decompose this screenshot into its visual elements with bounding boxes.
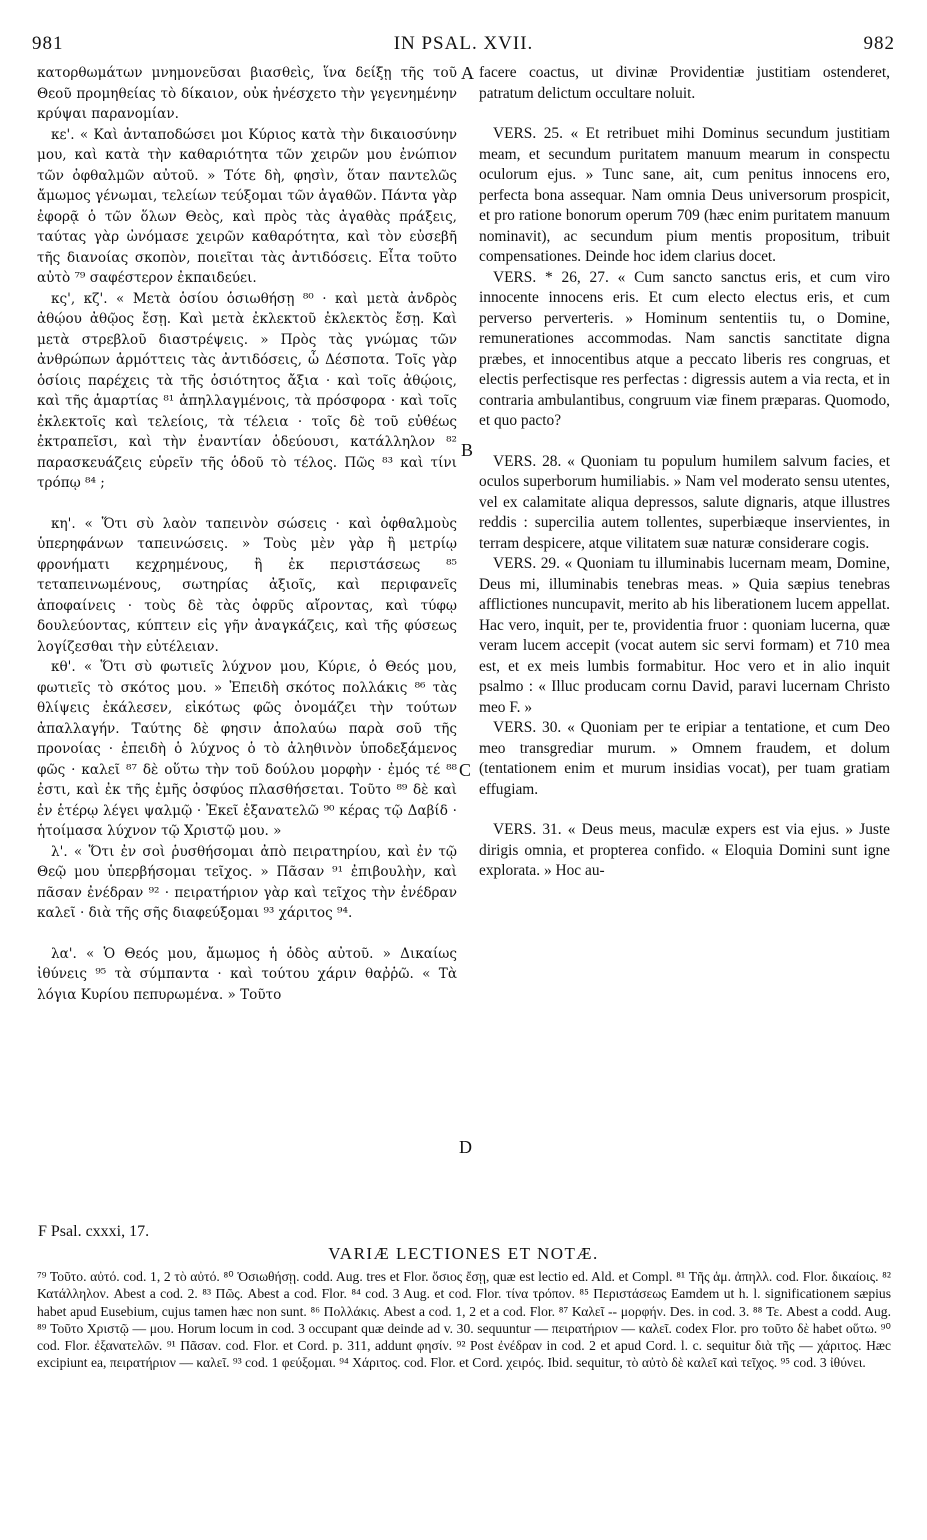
- notes-heading: VARIÆ LECTIONES ET NOTÆ.: [328, 1244, 599, 1263]
- greek-paragraph: κατορθωμάτων μνημονεῦσαι βιασθεὶς, ἵνα δείξῃ τῆς τοῦ Θεοῦ προμηθείας τὸ δίκαιον, οὐκ ἠνέσχετο τὴν γεγενημένην κρύψαι παρανομίαν.: [37, 65, 457, 122]
- scripture-footnote: F Psal. cxxxi, 17.: [38, 1223, 150, 1240]
- latin-paragraph: VERS. * 26, 27. « Cum sancto sanctus eris, et cum viro innocente innocens eris. Et cum electo electus eris, et cum perverso perverteris. » Hominum sententiis tu, o Domine, remunerationes accommodas. Nam sanctis sanctitate digna præbes, et innocentibus atque a peccato liberis res congruas, et electis perfectisque res perfectas : digressis autem a via recta, et in contraria ambulantibus, congruum viæ finem præparas. Quomodo, et quo pacto?: [479, 268, 890, 429]
- page-header: [32, 33, 895, 57]
- greek-column: [37, 63, 457, 1005]
- margin-marker-a: A: [461, 63, 474, 83]
- margin-marker-b: B: [461, 440, 474, 460]
- running-title: IN PSAL. XVII.: [393, 33, 534, 54]
- notes-text: ⁷⁹ Τοῦτο. αὐτό. cod. 1, 2 τὸ αὐτό. ⁸⁰ Ὁσιωθήσῃ. codd. Aug. tres et Flor. ὅσιος ἔσῃ, quæ est lectio ed. Ald. et Compl. ⁸¹ Τῆς ἁμ. ἀπηλλ. cod. Flor. δικαίοις. ⁸² Κατάλληλον. Abest a cod. 2. ⁸³ Πῶς. Abest a cod. Flor. ⁸⁴ cod. 3 Aug. et cod. Flor. τίνα τρόπον. ⁸⁵ Περιστάσεως Eamdem ut h. l. significationem sæpius habet apud Eusebium, cujus tamen hæc non sunt. ⁸⁶ Πολλάκις. Abest a cod. 1, 2 et a cod. Flor. ⁸⁷ Καλεῖ -- μορφήν. Des. in cod. 3. ⁸⁸ Τε. Abest a codd. Aug. ⁸⁹ Τοῦτο Χριστῷ — μου. Horum locum in cod. 3 occupant quæ deinde ad v. 30. sequuntur — πειρατήριον — καλεῖ. codex Flor. pro τοῦτο δὲ habet οὕτω. ⁹⁰ cod. Flor. ἐξανατελῶν. ⁹¹ Πᾶσαν. cod. Flor. et Cord. p. 311, addunt φησίν. ⁹² Post ἐνέδραν in cod. 2 et apud Cord. l. c. sequitur διὰ τῆς — χάριτος. Hæc excipiunt ea, πειρατήριον — καλεῖ. ⁹³ cod. 1 φεύξομαι. ⁹⁴ Χάριτος. cod. Flor. et Cord. χειρός. Ibid. sequitur, τὸ αὐτὸ δὲ καλεῖ καὶ τεῖχος. ⁹⁵ cod. 3 ἰθύνει.: [37, 1269, 891, 1371]
- latin-column: [479, 63, 890, 882]
- latin-paragraph: facere coactus, ut divinæ Providentiæ justitiam ostenderet, patratum delictum occultare noluit.: [479, 64, 890, 102]
- latin-paragraph: VERS. 30. « Quoniam per te eripiar a tentatione, et cum Deo meo transgrediar murum. » Omnem fraudem, et dolum (tentationem enim et murum insidias vocat), per tuam gratiam effugiam.: [479, 719, 890, 798]
- greek-paragraph: κε'. « Καὶ ἀνταποδώσει μοι Κύριος κατὰ τὴν δικαιοσύνην μου, καὶ κατὰ τὴν καθαριότητα τῶν χειρῶν μου ἐνώπιον τῶν ὀφθαλμῶν αὐτοῦ. » Τότε δὴ, φησὶν, ὅταν παντελῶς ἄμωμος γένωμαι, τελείων τεύξομαι τῶν ἀγαθῶν. Πάντα γὰρ ἐφορᾷ ὁ τῶν ὅλων Θεὸς, καὶ πρὸς τὰς ἀγαθὰς πράξεις, ταύτας γὰρ ὠνόμασε χειρῶν καθαρότητα, καὶ τὸν εὐσεβῆ τῆς διανοίας σκοπὸν, ποιεῖται τὰς ἀντιδόσεις. Εἶτα τοῦτο αὐτὸ ⁷⁹ σαφέστερον ἐκπαιδεύει.: [37, 126, 457, 286]
- margin-marker-d: D: [459, 1137, 472, 1157]
- greek-paragraph: κθ'. « Ὅτι σὺ φωτιεῖς λύχνον μου, Κύριε, ὁ Θεός μου, φωτιεῖς τὸ σκότος μου. » Ἐπειδὴ σκότος πολλάκις ⁸⁶ τὰς θλίψεις ἐκάλεσεν, εἰκότως φῶς ὀνομάζει τὴν τούτων ἀπαλλαγήν. Ταύτης δὲ φησιν ἀπολαύω παρὰ σοῦ τῆς προνοίας · ἐπειδὴ ὁ λύχνος ὁ τὸ ἀληθινὸν ὑποδεξάμενος φῶς · καλεῖ ⁸⁷ δὲ οὕτω τὴν τοῦ δούλου μορφὴν · ἐμός τέ ⁸⁸ ἐστι, καὶ ἐκ τῆς ἐμῆς ὀσφύος πλασθήσεται. Τοῦτο ⁸⁹ δὲ καὶ ἐν ἑτέρῳ λέγει ψαλμῷ · Ἐκεῖ ἐξανατελῶ ⁹⁰ κέρας τῷ Δαβίδ · ἡτοίμασα λύχνον τῷ Χριστῷ μου. »: [37, 659, 457, 839]
- greek-paragraph: λ'. « Ὅτι ἐν σοὶ ῥυσθήσομαι ἀπὸ πειρατηρίου, καὶ ἐν τῷ Θεῷ μου ὑπερβήσομαι τεῖχος. » Πᾶσαν ⁹¹ ἐπιβουλὴν, καὶ πᾶσαν ἐνέδραν ⁹² · πειρατήριον γὰρ καὶ τεῖχος τὴν ἐνέδραν καλεῖ · διὰ τῆς σῆς διαφεύξομαι ⁹³ χάριτος ⁹⁴.: [37, 843, 457, 921]
- latin-paragraph: VERS. 31. « Deus meus, maculæ expers est via ejus. » Juste dirigis omnia, et propterea confido. « Eloquia Domini sunt igne explorata. » Hoc au-: [479, 821, 890, 879]
- greek-paragraph: κς', κζ'. « Μετὰ ὁσίου ὁσιωθήσῃ ⁸⁰ · καὶ μετὰ ἀνδρὸς ἀθῴου ἀθῷος ἔσῃ. Καὶ μετὰ ἐκλεκτοῦ ἐκλεκτὸς ἔσῃ. Καὶ μετὰ στρεβλοῦ διαστρέψεις. » Πρὸς τὰς γνώμας τῶν ἀνθρώπων ἁρμόττεις τὰς ἀντιδόσεις, ὦ Δέσποτα. Τοῖς γὰρ ὁσίοις παρέχεις τὰ τῆς ὁσιότητος ἄξια · καὶ τοῖς ἀθῴοις, καὶ τῆς ἁμαρτίας ⁸¹ ἀπηλλαγμένοις, τὰ πρόσφορα · καὶ τοῖς ἐκλεκτοῖς καὶ τελείοις, τὰ τέλεια · τοῖς δὲ τοῦ εὐθέως ἐκτραπεῖσι, καὶ τὴν ἐναντίαν ὁδεύουσι, κατάλληλον ⁸² παρασκευάζεις εὑρεῖν τῆς ὁδοῦ τὸ τέλος. Πῶς ⁸³ καὶ τίνι τρόπῳ ⁸⁴ ;: [37, 290, 457, 491]
- latin-paragraph: VERS. 25. « Et retribuet mihi Dominus secundum justitiam meam, et secundum puritatem manuum mearum in conspectu oculorum ejus. » Tunc sane, ait, cum penitus innocens ero, perfecta bona assequar. Nam omnia Deus universorum prospicit, et pro ratione bonorum operum 709 (hæc enim puritatem manuum nominavit), ac secundum pium mentis propositum, tribuit compensationes. Deinde hoc idem clarius docet.: [479, 125, 890, 265]
- page-number-right: 982: [863, 33, 895, 54]
- margin-marker-c: C: [459, 760, 472, 780]
- greek-paragraph: λα'. « Ὁ Θεός μου, ἄμωμος ἡ ὁδὸς αὐτοῦ. » Δικαίως ἰθύνεις ⁹⁵ τὰ σύμπαντα · καὶ τούτου χάριν θαῤῥῶ. « Τὰ λόγια Κυρίου πεπυρωμένα. » Τοῦτο: [37, 945, 457, 1003]
- greek-paragraph: κη'. « Ὅτι σὺ λαὸν ταπεινὸν σώσεις · καὶ ὀφθαλμοὺς ὑπερηφάνων ταπεινώσεις. » Τοὺς μὲν γὰρ ἢ μετρίῳ φρονήματι κεχρημένους, ἢ ἐκ περιστάσεως ⁸⁵ τεταπεινωμένους, σωτηρίας ἀξιοῖς, καὶ περιφανεῖς ἀποφαίνεις · τοὺς δὲ τὰς ὀφρῦς αἴροντας, καὶ τύφῳ δουλεύοντας, κύπτειν εἰς γῆν ἀναγκάζεις, καὶ τῆς φύσεως λογίζεσθαι τὴν εὐτέλειαν.: [37, 515, 457, 655]
- latin-paragraph: VERS. 28. « Quoniam tu populum humilem salvum facies, et oculos superborum humiliabis. » Nam vel moderato sensu utentes, vel ex calamitate aliqua depressos, salute dignaris, atque illustres reddis : supercilia autem tollentes, superbiæque inservientes, in terram despicere, atque vilitatem suæ naturæ considerare cogis.: [479, 452, 890, 552]
- latin-paragraph: VERS. 29. « Quoniam tu illuminabis lucernam meam, Domine, Deus mi, illuminabis tenebras meas. » Quia sæpius tenebras afflictiones nuncupavit, merito ab his liberationem lucem appellat. Hac vero, inquit, per te, providentia fruor : quoniam lucerna, quæ veram lucem accepit (vocat autem sic servi formam) et 710 mea est, et ex meis lumbis formabitur. Hoc vero et in alio inquit psalmo : « Illuc producam cornu David, paravi lucernam Christo meo F. »: [479, 555, 890, 716]
- page-number-left: 981: [32, 33, 64, 54]
- variant-notes: [37, 1268, 891, 1372]
